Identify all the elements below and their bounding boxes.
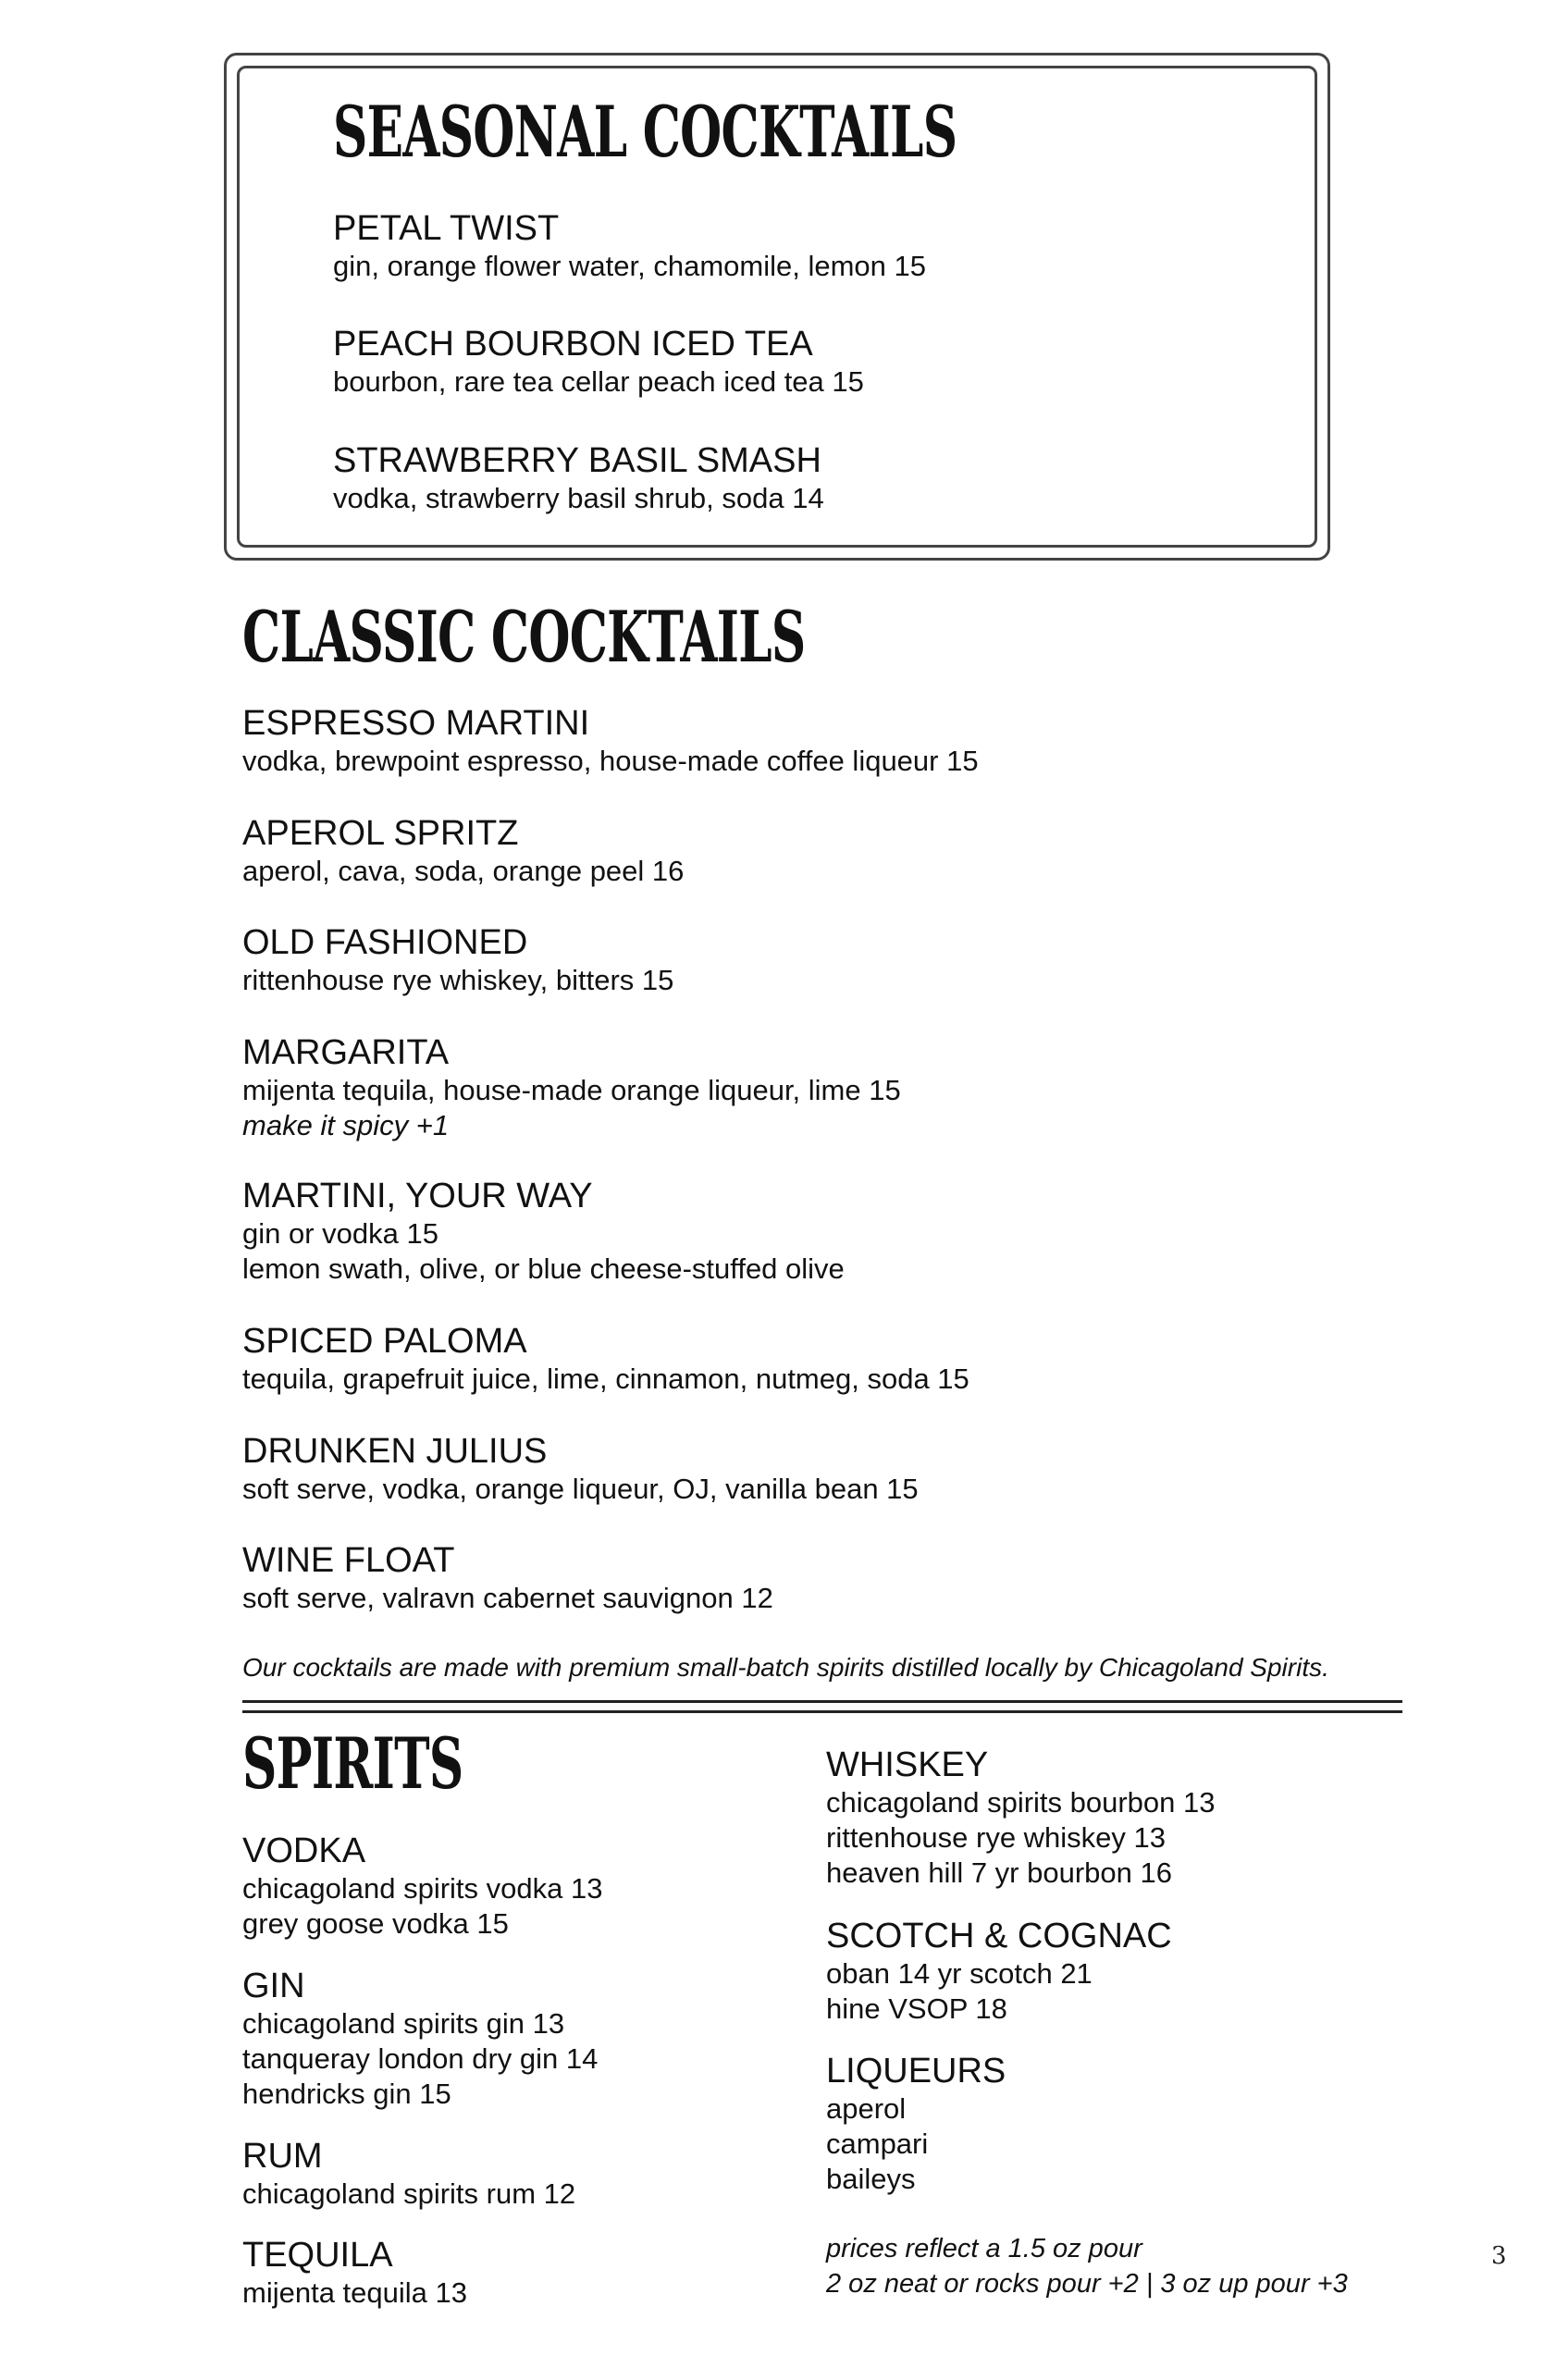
spirit-line: tanqueray london dry gin 14 bbox=[242, 2042, 599, 2075]
spirit-line: aperol bbox=[826, 2092, 907, 2125]
spirit-line: chicagoland spirits rum 12 bbox=[242, 2177, 576, 2210]
spirits-group-tequila bbox=[242, 2235, 467, 2311]
spirit-line: hine VSOP 18 bbox=[826, 1992, 1007, 2025]
section-divider-bottom bbox=[242, 1710, 1402, 1713]
group-name: RUM bbox=[242, 2137, 323, 2176]
menu-item-drunken-julius bbox=[242, 1431, 919, 1507]
group-name: SCOTCH & COGNAC bbox=[826, 1917, 1172, 1955]
item-name: SPICED PALOMA bbox=[242, 1322, 527, 1361]
menu-item-wine-float bbox=[242, 1540, 773, 1616]
spirit-line: mijenta tequila 13 bbox=[242, 2276, 467, 2309]
spirit-line: chicagoland spirits vodka 13 bbox=[242, 1872, 603, 1905]
spirits-group-rum bbox=[242, 2136, 575, 2212]
spirit-line: heaven hill 7 yr bourbon 16 bbox=[826, 1856, 1172, 1889]
menu-item-petal-twist bbox=[333, 208, 926, 284]
item-description: aperol, cava, soda, orange peel 16 bbox=[242, 855, 685, 887]
pour-note bbox=[826, 2231, 1348, 2301]
group-name: WHISKEY bbox=[826, 1745, 989, 1784]
item-description: tequila, grapefruit juice, lime, cinnamon, nutmeg, soda 15 bbox=[242, 1363, 969, 1395]
menu-item-old-fashioned bbox=[242, 922, 673, 998]
item-note: make it spicy +1 bbox=[242, 1109, 450, 1141]
menu-item-margarita bbox=[242, 1032, 901, 1143]
item-name: PEACH BOURBON ICED TEA bbox=[333, 325, 813, 364]
item-name: MARTINI, YOUR WAY bbox=[242, 1177, 593, 1215]
item-description: vodka, strawberry basil shrub, soda 14 bbox=[333, 482, 824, 514]
pour-note-line: 2 oz neat or rocks pour +2 | 3 oz up pour +3 bbox=[826, 2269, 1348, 2299]
spirit-line: chicagoland spirits bourbon 13 bbox=[826, 1786, 1216, 1819]
item-name: APEROL SPRITZ bbox=[242, 814, 519, 853]
item-name: WINE FLOAT bbox=[242, 1541, 455, 1580]
section-divider-top bbox=[242, 1700, 1402, 1703]
item-name: ESPRESSO MARTINI bbox=[242, 704, 590, 743]
menu-item-aperol-spritz bbox=[242, 813, 684, 889]
spirit-line: oban 14 yr scotch 21 bbox=[826, 1957, 1093, 1990]
group-name: TEQUILA bbox=[242, 2236, 393, 2275]
menu-item-peach-bourbon-iced-tea bbox=[333, 324, 864, 400]
menu-item-spiced-paloma bbox=[242, 1321, 969, 1397]
item-description: gin, orange flower water, chamomile, lemon 15 bbox=[333, 250, 926, 282]
menu-item-espresso-martini bbox=[242, 703, 979, 779]
spirits-group-liqueurs bbox=[826, 2051, 1006, 2197]
item-name: OLD FASHIONED bbox=[242, 923, 528, 962]
spirits-group-whiskey bbox=[826, 1745, 1216, 1891]
item-description-garnish: lemon swath, olive, or blue cheese-stuffed olive bbox=[242, 1252, 845, 1285]
group-name: GIN bbox=[242, 1967, 305, 2005]
group-name: LIQUEURS bbox=[826, 2052, 1006, 2090]
cocktails-footnote: Our cocktails are made with premium small-batch spirits distilled locally by Chicagoland Spirits. bbox=[242, 1653, 1329, 1682]
item-name: PETAL TWIST bbox=[333, 209, 560, 248]
spirits-group-vodka bbox=[242, 1831, 602, 1942]
classic-cocktails-title: CLASSIC COCKTAILS bbox=[242, 596, 806, 678]
item-description: mijenta tequila, house-made orange liqueur, lime 15 bbox=[242, 1074, 901, 1106]
item-description: vodka, brewpoint espresso, house-made coffee liqueur 15 bbox=[242, 745, 979, 777]
spirit-line: baileys bbox=[826, 2163, 916, 2195]
menu-item-strawberry-basil-smash bbox=[333, 440, 824, 516]
item-name: STRAWBERRY BASIL SMASH bbox=[333, 441, 821, 480]
pour-note-line: prices reflect a 1.5 oz pour bbox=[826, 2234, 1142, 2263]
item-description: gin or vodka 15 bbox=[242, 1217, 438, 1250]
spirit-line: rittenhouse rye whiskey 13 bbox=[826, 1821, 1167, 1854]
spirits-title: SPIRITS bbox=[242, 1722, 463, 1805]
item-description: bourbon, rare tea cellar peach iced tea 15 bbox=[333, 365, 864, 398]
spirit-line: hendricks gin 15 bbox=[242, 2078, 451, 2110]
page-number: 3 bbox=[1491, 2242, 1507, 2270]
item-description: soft serve, valravn cabernet sauvignon 12 bbox=[242, 1582, 773, 1614]
spirit-line: campari bbox=[826, 2128, 929, 2160]
item-name: MARGARITA bbox=[242, 1033, 450, 1072]
item-description: soft serve, vodka, orange liqueur, OJ, vanilla bean 15 bbox=[242, 1473, 919, 1505]
spirit-line: grey goose vodka 15 bbox=[242, 1907, 509, 1940]
spirit-line: chicagoland spirits gin 13 bbox=[242, 2007, 565, 2040]
group-name: VODKA bbox=[242, 1832, 366, 1870]
menu-item-martini-your-way bbox=[242, 1176, 845, 1287]
seasonal-cocktails-title: SEASONAL COCKTAILS bbox=[333, 91, 957, 173]
item-description: rittenhouse rye whiskey, bitters 15 bbox=[242, 964, 674, 996]
spirits-group-gin bbox=[242, 1966, 598, 2112]
item-name: DRUNKEN JULIUS bbox=[242, 1432, 548, 1471]
spirits-group-scotch-cognac bbox=[826, 1916, 1172, 2027]
